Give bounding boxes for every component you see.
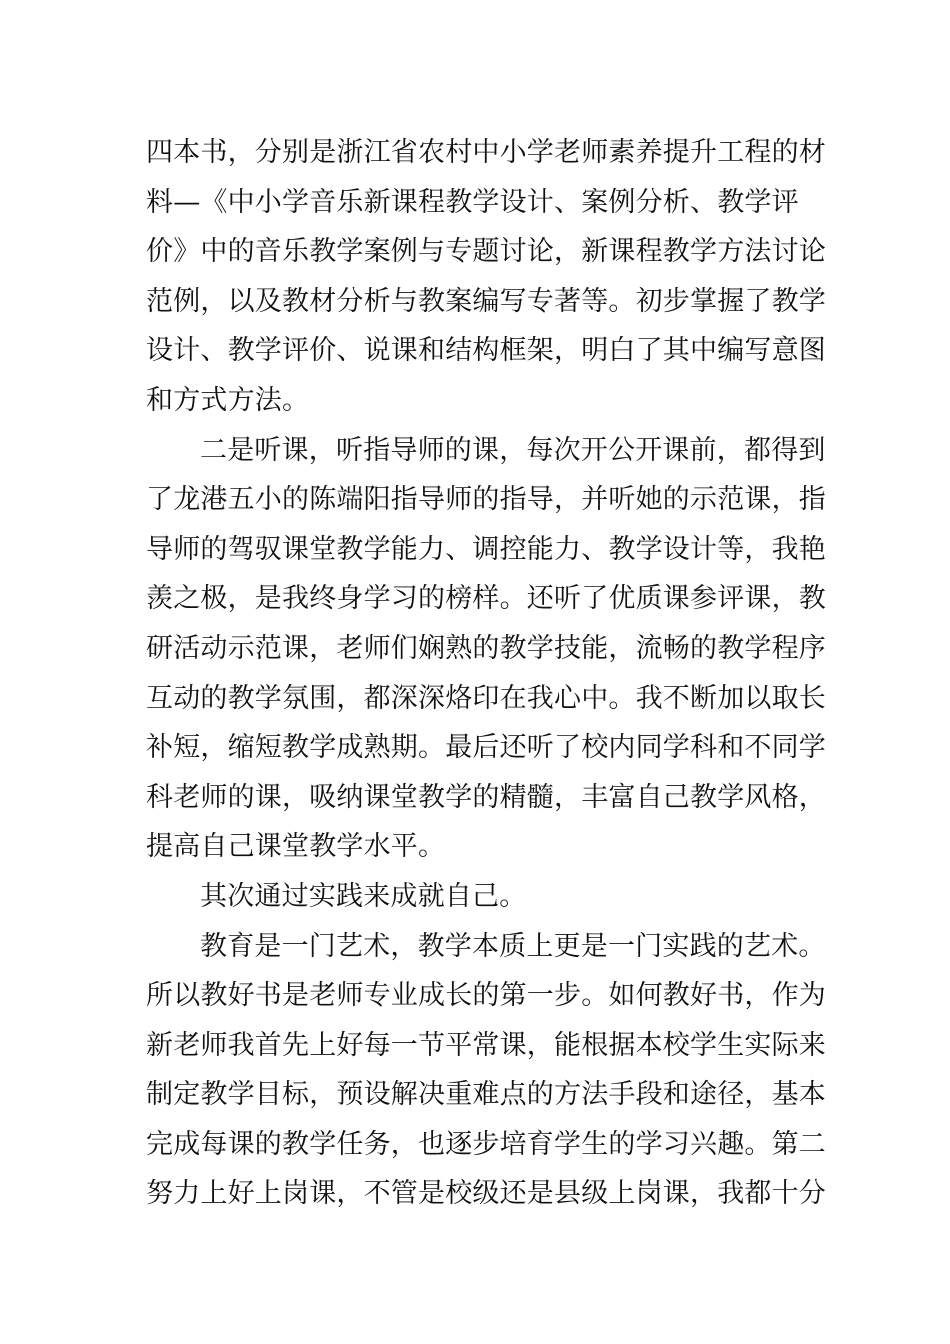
paragraph-start-line: 其次通过实践来成就自己。 — [200, 880, 527, 912]
text-line: 提高自己课堂教学水平。 — [146, 831, 446, 863]
text-line: 羡之极，是我终身学习的榜样。还听了优质课参评课，教 — [146, 583, 826, 615]
text-line: 四本书，分别是浙江省农村中小学老师素养提升工程的材 — [146, 137, 826, 168]
text-line: 补短，缩短教学成熟期。最后还听了校内同学科和不同学 — [146, 732, 826, 764]
text-line: 互动的教学氛围，都深深烙印在我心中。我不断加以取长 — [146, 682, 826, 714]
text-line: 设计、教学评价、说课和结构框架，明白了其中编写意图 — [146, 335, 826, 367]
text-line: 研活动示范课，老师们娴熟的教学技能，流畅的教学程序 — [146, 632, 826, 664]
text-line: 所以教好书是老师专业成长的第一步。如何教好书，作为 — [146, 980, 826, 1012]
body-text — [146, 128, 826, 1219]
text-line: 范例，以及教材分析与教案编写专著等。初步掌握了教学 — [146, 285, 826, 317]
text-line: 了龙港五小的陈端阳指导师的指导，并听她的示范课，指 — [146, 484, 826, 516]
text-line: 科老师的课，吸纳课堂教学的精髓，丰富自己教学风格， — [146, 781, 826, 813]
paragraph-start-line: 教育是一门艺术，教学本质上更是一门实践的艺术。 — [200, 930, 826, 962]
text-line: 制定教学目标，预设解决重难点的方法手段和途径，基本 — [146, 1079, 826, 1111]
text-line: 努力上好上岗课，不管是校级还是县级上岗课，我都十分 — [146, 1178, 826, 1210]
text-line: 和方式方法。 — [146, 384, 310, 416]
text-line: 导师的驾驭课堂教学能力、调控能力、教学设计等，我艳 — [146, 533, 826, 565]
text-line: 完成每课的教学任务，也逐步培育学生的学习兴趣。第二 — [146, 1128, 826, 1160]
paragraph-start-line: 二是听课，听指导师的课，每次开公开课前，都得到 — [200, 434, 826, 466]
text-line: 价》中的音乐教学案例与专题讨论，新课程教学方法讨论 — [146, 236, 826, 268]
text-line: 新老师我首先上好每一节平常课，能根据本校学生实际来 — [146, 1029, 826, 1061]
text-line: 料—《中小学音乐新课程教学设计、案例分析、教学评 — [146, 186, 799, 218]
